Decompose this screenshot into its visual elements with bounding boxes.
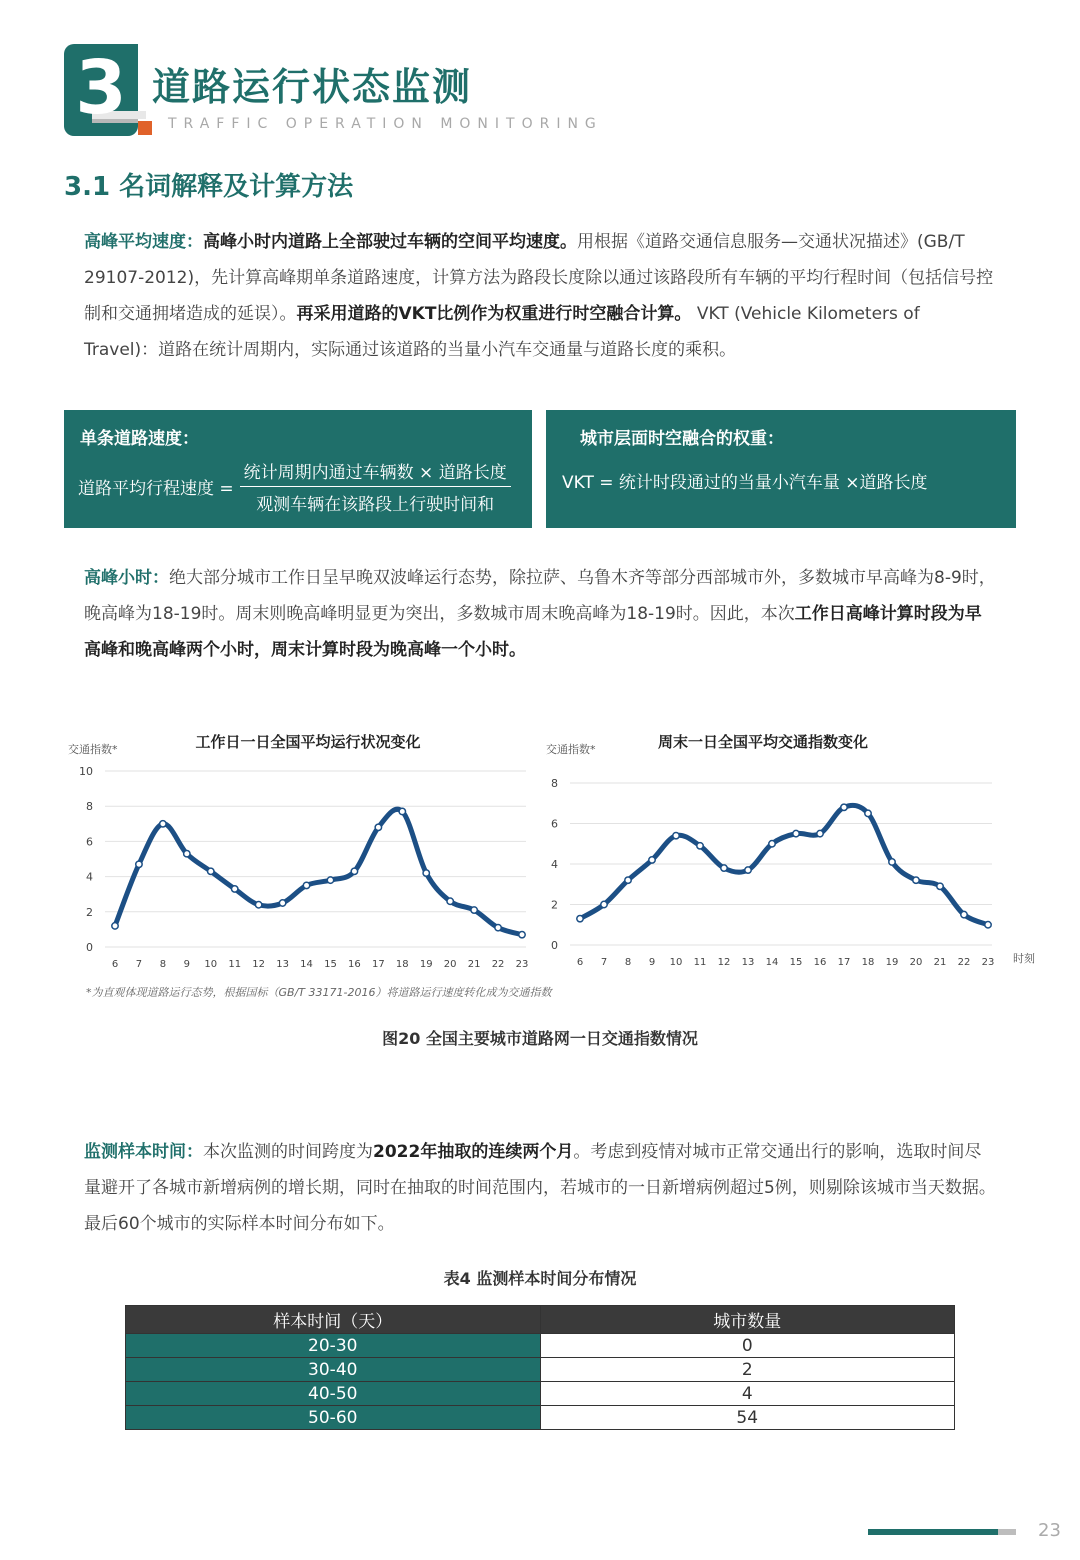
data-point bbox=[399, 808, 405, 814]
x-tick-label: 16 bbox=[348, 959, 361, 970]
table-caption: 表4 监测样本时间分布情况 bbox=[443, 1269, 637, 1288]
formula-expression: VKT = 统计时段通过的当量小汽车量 ×道路长度 bbox=[562, 473, 928, 493]
x-tick-label: 7 bbox=[600, 957, 608, 968]
y-axis-label: 交通指数* bbox=[68, 743, 118, 756]
x-tick-label: 8 bbox=[624, 957, 632, 968]
data-point bbox=[625, 877, 631, 883]
x-tick-label: 17 bbox=[371, 959, 385, 970]
y-tick-label: 0 bbox=[551, 939, 558, 952]
data-point bbox=[327, 877, 333, 883]
x-tick-label: 8 bbox=[159, 959, 167, 970]
x-tick-label: 12 bbox=[252, 959, 266, 970]
badge-accent-square bbox=[138, 121, 152, 135]
data-point bbox=[577, 915, 583, 921]
bold-text: 高峰小时内道路上全部驶过车辆的空间平均速度。 bbox=[203, 232, 577, 252]
data-point bbox=[961, 911, 967, 917]
chart-footnote: *为直观体现道路运行态势，根据国标（GB/T 33171-2016）将道路运行速度转化成为交通指数 bbox=[86, 986, 552, 999]
x-tick-label: 9 bbox=[648, 957, 656, 968]
y-tick-label: 8 bbox=[551, 777, 558, 790]
data-point bbox=[985, 922, 991, 928]
x-tick-label: 9 bbox=[183, 959, 191, 970]
formula-box-road-speed bbox=[64, 410, 532, 528]
cell-range: 30-40 bbox=[126, 1358, 541, 1382]
weekend-traffic-chart bbox=[540, 725, 1040, 975]
cell-range: 40-50 bbox=[126, 1382, 541, 1406]
x-tick-label: 19 bbox=[885, 957, 899, 968]
x-tick-label: 16 bbox=[813, 957, 827, 968]
data-point bbox=[769, 841, 775, 847]
data-point bbox=[865, 810, 871, 816]
y-axis-label: 交通指数* bbox=[546, 743, 596, 756]
cell-count: 4 bbox=[540, 1382, 955, 1406]
x-tick-label: 22 bbox=[491, 959, 505, 970]
bold-text: 工作日高峰计算时段为早高峰和晚高峰两个小时，周末计算时段为晚高峰一个小时。 bbox=[84, 604, 982, 660]
x-tick-label: 17 bbox=[837, 957, 851, 968]
column-header: 样本时间（天） bbox=[126, 1306, 541, 1334]
x-tick-label: 20 bbox=[909, 957, 923, 968]
x-tick-label: 13 bbox=[276, 959, 289, 970]
table-header-row bbox=[126, 1306, 955, 1334]
y-tick-label: 4 bbox=[86, 870, 93, 884]
x-tick-label: 23 bbox=[515, 959, 529, 970]
body-text: 本次监测的时间跨度为 bbox=[203, 1142, 373, 1162]
page-title: 道路运行状态监测 bbox=[152, 65, 473, 109]
x-tick-label: 6 bbox=[576, 957, 584, 968]
formula-box-vkt-weight bbox=[546, 410, 1016, 528]
x-tick-label: 20 bbox=[443, 959, 457, 970]
term-label: 高峰小时： bbox=[84, 568, 169, 588]
formula-title: 单条道路速度： bbox=[80, 429, 199, 449]
x-tick-label: 11 bbox=[228, 959, 242, 970]
x-tick-label: 12 bbox=[717, 957, 731, 968]
data-point bbox=[375, 824, 381, 830]
x-tick-label: 7 bbox=[135, 959, 143, 970]
data-point bbox=[889, 859, 895, 865]
data-point bbox=[232, 886, 238, 892]
x-tick-label: 21 bbox=[467, 959, 481, 970]
data-point bbox=[745, 867, 751, 873]
section-number: 3 bbox=[75, 45, 127, 131]
x-tick-label: 10 bbox=[204, 959, 218, 970]
y-tick-label: 2 bbox=[551, 898, 558, 912]
x-tick-label: 22 bbox=[957, 957, 971, 968]
y-tick-label: 4 bbox=[551, 858, 558, 871]
x-tick-label: 21 bbox=[933, 957, 947, 968]
x-tick-label: 18 bbox=[861, 957, 875, 968]
data-point bbox=[937, 883, 943, 889]
formula-numerator: 统计周期内通过车辆数 × 道路长度 bbox=[240, 458, 511, 487]
data-point bbox=[303, 882, 309, 888]
data-point bbox=[793, 830, 799, 836]
column-header: 城市数量 bbox=[540, 1306, 955, 1334]
data-point bbox=[697, 843, 703, 849]
data-point bbox=[817, 830, 823, 836]
x-tick-label: 19 bbox=[419, 959, 433, 970]
x-tick-label: 11 bbox=[693, 957, 707, 968]
chart-title: 周末一日全国平均交通指数变化 bbox=[657, 733, 869, 751]
data-point bbox=[447, 898, 453, 904]
y-tick-label: 6 bbox=[551, 817, 558, 831]
definition-peak-speed bbox=[84, 224, 996, 368]
data-point bbox=[208, 868, 214, 874]
table-row bbox=[126, 1382, 955, 1406]
data-point bbox=[471, 907, 477, 913]
data-point bbox=[112, 923, 118, 929]
data-point bbox=[136, 861, 142, 867]
y-tick-label: 2 bbox=[86, 905, 93, 919]
data-point bbox=[184, 851, 190, 857]
table-row bbox=[126, 1406, 955, 1430]
cell-count: 0 bbox=[540, 1334, 955, 1358]
data-point bbox=[495, 924, 501, 930]
term-label: 高峰平均速度： bbox=[84, 232, 203, 252]
sample-distribution-table bbox=[125, 1305, 955, 1430]
formula bbox=[78, 458, 511, 515]
page-number: 23 bbox=[1038, 1520, 1061, 1541]
formula-fraction bbox=[240, 458, 511, 515]
data-point bbox=[841, 804, 847, 810]
data-point bbox=[913, 877, 919, 883]
series-line bbox=[115, 809, 522, 934]
x-tick-label: 15 bbox=[789, 957, 803, 968]
page-subtitle: TRAFFIC OPERATION MONITORING bbox=[168, 116, 603, 132]
cell-range: 20-30 bbox=[126, 1334, 541, 1358]
x-tick-label: 18 bbox=[395, 959, 409, 970]
footer-accent-bar bbox=[868, 1529, 998, 1535]
weekday-traffic-chart bbox=[60, 725, 540, 975]
x-tick-label: 6 bbox=[111, 959, 119, 970]
bold-text: 再采用道路的VKT比例作为权重进行时空融合计算。 bbox=[296, 304, 692, 324]
table-row bbox=[126, 1334, 955, 1358]
x-axis-label: 时刻 bbox=[1013, 952, 1035, 965]
data-point bbox=[673, 832, 679, 838]
cell-count: 54 bbox=[540, 1406, 955, 1430]
cell-range: 50-60 bbox=[126, 1406, 541, 1430]
x-tick-label: 14 bbox=[300, 959, 313, 970]
body-text: 。考虑到疫情对城市正常交通出行的影响，选取时间尽量避开了各城市新增病例的增长期，同时在抽取的时间范围内，若城市的一日新增病例超过5例，则剔除该城市当天数据。最后60个城市的实际样本时间分布如下。 bbox=[84, 1142, 996, 1234]
section-heading: 3.1 名词解释及计算方法 bbox=[64, 172, 354, 202]
formula-title: 城市层面时空融合的权重： bbox=[580, 429, 784, 449]
chart-title: 工作日一日全国平均运行状况变化 bbox=[195, 733, 421, 751]
definition-peak-hour bbox=[84, 560, 996, 668]
data-point bbox=[649, 857, 655, 863]
data-point bbox=[423, 870, 429, 876]
data-point bbox=[601, 901, 607, 907]
x-tick-label: 14 bbox=[765, 957, 779, 968]
data-point bbox=[279, 900, 285, 906]
term-label: 监测样本时间： bbox=[84, 1142, 203, 1162]
x-tick-label: 23 bbox=[981, 957, 995, 968]
bold-text: 2022年抽取的连续两个月 bbox=[373, 1142, 574, 1162]
formula-lhs: 道路平均行程速度 = bbox=[78, 479, 234, 499]
figure-caption: 图20 全国主要城市道路网一日交通指数情况 bbox=[382, 1029, 698, 1048]
data-point bbox=[255, 902, 261, 908]
x-tick-label: 13 bbox=[741, 957, 755, 968]
table-row bbox=[126, 1358, 955, 1382]
y-tick-label: 8 bbox=[86, 800, 93, 814]
x-tick-label: 15 bbox=[324, 959, 337, 970]
y-tick-label: 10 bbox=[79, 765, 93, 778]
footer-accent-bar-grey bbox=[998, 1529, 1016, 1535]
body-text: 绝大部分城市工作日呈早晚双波峰运行态势，除拉萨、乌鲁木齐等部分西部城市外，多数城市早高峰为8-9时，晚高峰为18-19时。周末则晚高峰明显更为突出，多数城市周末晚高峰为18-19时。因此，本次 bbox=[84, 568, 996, 624]
data-point bbox=[351, 868, 357, 874]
y-tick-label: 6 bbox=[86, 835, 93, 849]
data-point bbox=[160, 821, 166, 827]
body-text: 用根据《道路交通信息服务—交通状况描述》(GB/T 29107-2012)，先计算高峰期单条道路速度，计算方法为路段长度除以通过该路段所有车辆的平均行程时间（包括信号控制和交通拥堵造成的延误）。 bbox=[84, 232, 994, 324]
data-point bbox=[519, 931, 525, 937]
data-point bbox=[721, 865, 727, 871]
cell-count: 2 bbox=[540, 1358, 955, 1382]
y-tick-label: 0 bbox=[86, 941, 93, 954]
x-tick-label: 10 bbox=[669, 957, 683, 968]
formula-denominator: 观测车辆在该路段上行驶时间和 bbox=[256, 495, 495, 515]
definition-sample-time bbox=[84, 1134, 996, 1242]
body-text: VKT (Vehicle Kilometers of Travel)：道路在统计周期内，实际通过该道路的当量小汽车交通量与道路长度的乘积。 bbox=[84, 304, 920, 360]
